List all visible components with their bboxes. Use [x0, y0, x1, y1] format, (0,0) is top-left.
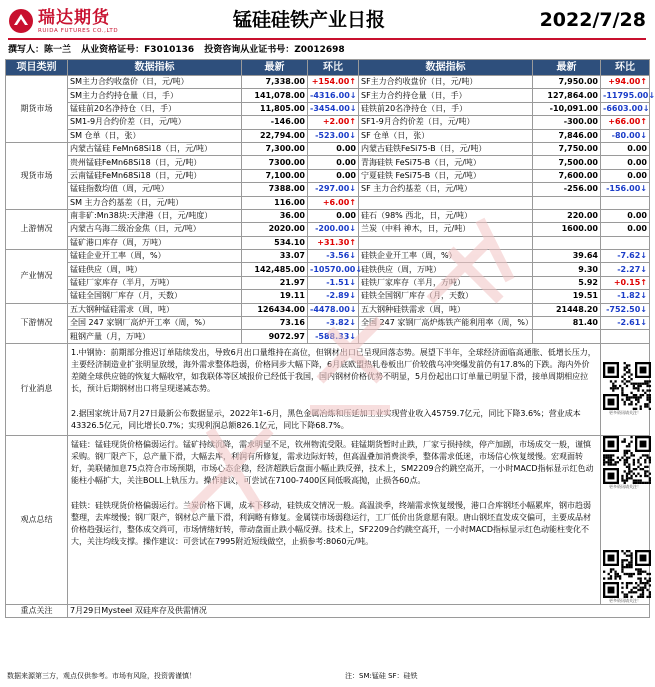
left-indicator-cell: 贵州锰硅FeMn68Si18（日，元/吨） — [68, 156, 242, 169]
right-change-cell: +66.00↑ — [601, 116, 650, 129]
table-row — [6, 142, 650, 155]
right-indicator-cell — [359, 330, 533, 343]
right-indicator-cell: SF主力合约持仓量（日，手） — [359, 89, 533, 102]
header-indicator-right: 数据指标 — [359, 60, 533, 76]
data-table — [5, 59, 655, 618]
right-indicator-cell: 全国 247 家钢厂高炉炼铁产能利用率（周，%） — [359, 317, 533, 330]
left-change-cell: 0.00 — [308, 169, 359, 182]
table-row — [6, 276, 650, 289]
left-latest-cell: 33.07 — [242, 250, 308, 263]
right-latest-cell: 7,600.00 — [533, 169, 601, 182]
right-change-cell: 0.00 — [601, 142, 650, 155]
table-row — [6, 209, 650, 222]
qr-code-icon — [603, 436, 651, 484]
right-indicator-cell: 兰炭（中料 神木，日，元/吨） — [359, 223, 533, 236]
category-cell: 上游情况 — [6, 209, 68, 249]
right-latest-cell: -10,091.00 — [533, 102, 601, 115]
table-row — [6, 303, 650, 316]
right-change-cell: 0.00 — [601, 209, 650, 222]
left-indicator-cell: 锰硅企业开工率（周，%） — [68, 250, 242, 263]
header-latest-right: 最新 — [533, 60, 601, 76]
table-row — [6, 263, 650, 276]
left-latest-cell: 116.00 — [242, 196, 308, 209]
right-latest-cell: 39.64 — [533, 250, 601, 263]
right-change-cell: -2.61↓ — [601, 317, 650, 330]
brand-name-en: RUIDA FUTURES CO.,LTD — [38, 28, 119, 34]
qr-code-icon — [603, 362, 651, 410]
right-latest-cell — [533, 236, 601, 249]
left-latest-cell: 21.97 — [242, 276, 308, 289]
right-change-cell: -156.00↓ — [601, 183, 650, 196]
right-indicator-cell: 五大钢种硅铁需求（周，吨） — [359, 303, 533, 316]
left-latest-cell: 19.11 — [242, 290, 308, 303]
right-indicator-cell: SF 仓单（日，张） — [359, 129, 533, 142]
left-indicator-cell: 五大钢种锰硅需求（周，吨） — [68, 303, 242, 316]
right-latest-cell: 127,864.00 — [533, 89, 601, 102]
left-latest-cell: 141,078.00 — [242, 89, 308, 102]
right-latest-cell — [533, 196, 601, 209]
header-indicator-left: 数据指标 — [68, 60, 242, 76]
left-indicator-cell: SM 仓单（日，张） — [68, 129, 242, 142]
focus-label: 重点关注 — [6, 604, 68, 617]
table-row — [6, 156, 650, 169]
table-row — [6, 89, 650, 102]
header-category: 项目类别 — [6, 60, 68, 76]
header-change-right: 环比 — [601, 60, 650, 76]
left-latest-cell: -146.00 — [242, 116, 308, 129]
right-indicator-cell: 硅铁企业开工率（周，%） — [359, 250, 533, 263]
viewpoint-qr-box — [601, 435, 650, 604]
table-row — [6, 330, 650, 343]
right-latest-cell: 19.51 — [533, 290, 601, 303]
left-indicator-cell: SM主力合约收盘价（日，元/吨） — [68, 76, 242, 89]
right-latest-cell: 5.92 — [533, 276, 601, 289]
qr-caption: 更多资讯请关注！ — [609, 483, 641, 489]
left-change-cell: -4478.00↓ — [308, 303, 359, 316]
qr-code-icon — [603, 550, 651, 598]
right-indicator-cell: SF1-9月合约价差（日，元/吨） — [359, 116, 533, 129]
right-change-cell — [601, 196, 650, 209]
right-latest-cell: 9.30 — [533, 263, 601, 276]
left-change-cell: -3.56↓ — [308, 250, 359, 263]
page-footer — [5, 670, 649, 682]
industry-news-content — [68, 343, 601, 435]
left-indicator-cell: 南非矿:Mn38块:天津港（日，元/吨度） — [68, 209, 242, 222]
right-change-cell: -6603.00↓ — [601, 102, 650, 115]
industry-news-label: 行业消息 — [6, 343, 68, 435]
left-change-cell: -2.89↓ — [308, 290, 359, 303]
left-latest-cell: 36.00 — [242, 209, 308, 222]
table-row — [6, 223, 650, 236]
table-row — [6, 102, 650, 115]
left-indicator-cell: 锰硅前20名净持仓（日，手） — [68, 102, 242, 115]
right-change-cell: 0.00 — [601, 223, 650, 236]
left-latest-cell: 7388.00 — [242, 183, 308, 196]
right-change-cell: -752.50↓ — [601, 303, 650, 316]
ruida-logo-icon — [8, 8, 34, 34]
category-cell: 现货市场 — [6, 142, 68, 209]
header-latest-left: 最新 — [242, 60, 308, 76]
industry-news-para-1: 1.中钢协：前期部分推迟订单陆续发出，导致6月出口量维持在高位，但钢材出口已呈现回落态势。展望下半年，全球经济面临高通胀、低增长压力，主要经济制造业扩张明显放缓，海外需求整体趋弱，价格同步大幅下降，6月底欧盟热轧卷板出厂价较俄乌冲突爆发前仍有17.8%的下跌。海内外价差随全球供应链的恢复大幅收窄，如我联体等区域报价已经低于我国，国内钢材价格优势不明显，5月份起出口订单量已明显下滑，接单周期相应拉长，预计后期钢材出口将呈现递减态势。 — [71, 347, 596, 393]
left-latest-cell: 142,485.00 — [242, 263, 308, 276]
left-indicator-cell: 粗钢产量（月，万吨） — [68, 330, 242, 343]
left-latest-cell: 7300.00 — [242, 156, 308, 169]
table-row — [6, 196, 650, 209]
right-change-cell: -7.62↓ — [601, 250, 650, 263]
right-change-cell — [601, 330, 650, 343]
right-change-cell: 0.00 — [601, 169, 650, 182]
left-indicator-cell: 全国 247 家钢厂高炉开工率（周，%） — [68, 317, 242, 330]
table-row — [6, 183, 650, 196]
left-indicator-cell: 内蒙古锰硅 FeMn68Si18（日，元/吨） — [68, 142, 242, 155]
right-latest-cell: 7,750.00 — [533, 142, 601, 155]
brand-logo — [8, 8, 158, 36]
left-indicator-cell: 云南锰硅FeMn68Si18（日，元/吨） — [68, 169, 242, 182]
left-indicator-cell: 锰硅供应（周，吨） — [68, 263, 242, 276]
left-latest-cell: 11,805.00 — [242, 102, 308, 115]
right-change-cell: -11795.00↓ — [601, 89, 650, 102]
right-indicator-cell: 硅铁前20名净持仓（日，手） — [359, 102, 533, 115]
right-latest-cell: 1600.00 — [533, 223, 601, 236]
left-change-cell: -3.82↓ — [308, 317, 359, 330]
left-change-cell: -523.00↓ — [308, 129, 359, 142]
viewpoint-para-2: 硅铁：硅铁现货价格偏弱运行。兰炭价格下调，成本下移动，硅铁成交情况一般。高温淡季，终端需求恢复缓慢，港口合库钢坯小幅累库，钢市趋弱整理，去库缓慢；钢厂限产，钢材总产量下滑，利润略有修复。金属镁市场弱稳运行，工厂低价出货意愿有限。唐山钢坯直发成交偏可，主要成品材价格趋强运行，整体成交尚可，市场情绪好转，带动盘面止跌小幅反弹。技术上，SF2209合约跳空高开，一小时MACD指标显示红色动能柱变化不大，关注均线支撑。操作建议：可尝试在7995附近短线做空，止损参考:8060元/吨。 — [71, 500, 591, 546]
right-indicator-cell: 硅石（98% 西北，日，元/吨） — [359, 209, 533, 222]
right-indicator-cell: SF主力合约收盘价（日，元/吨） — [359, 76, 533, 89]
category-cell: 下游情况 — [6, 303, 68, 343]
viewpoint-content — [68, 435, 601, 604]
left-indicator-cell: 锰硅厂家库存（半月，万吨） — [68, 276, 242, 289]
author-license: 从业资格证号：F3010136 — [81, 45, 195, 55]
qr-caption: 更多资讯请关注！ — [609, 597, 641, 603]
right-latest-cell: 220.00 — [533, 209, 601, 222]
left-change-cell: +31.30↑ — [308, 236, 359, 249]
viewpoint-para-1: 锰硅：锰硅现货价格偏弱运行。锰矿持续沉降，需求明显不足，钦州物流受限。硅锰期货暂时止跌，厂家亏损持续，停产加剧，市场成交一般，谨慎采购。钢厂限产下，总产量下滑，大幅去库，利润有所修复，需求边际好转，但高温叠加消费淡季，整体需求低迷，市场信心恢复缓慢。宏观面转好，美联储加息75点符合市场预期，市场心态企稳，经济超跌后盘面小幅止跌反弹，技术上，SM2209合约跳空高开，一小时MACD指标显示红色动能柱小幅扩大，关注BOLL上轨压力。操作建议，可尝试在7100-7400区间低吸高抛，止损各60点。 — [71, 439, 594, 485]
table-row — [6, 250, 650, 263]
right-indicator-cell: 硅铁全国钢厂库存（月，天数） — [359, 290, 533, 303]
left-indicator-cell: 锰硅指数均值（周，元/吨） — [68, 183, 242, 196]
header-divider — [8, 38, 646, 40]
right-change-cell: -80.00↓ — [601, 129, 650, 142]
focus-content: 7月29日Mysteel 双硅库存及供需情况 — [68, 604, 650, 617]
left-indicator-cell: 锰矿港口库存（周，万吨） — [68, 236, 242, 249]
industry-news-para-2: 2.据国家统计局7月27日最新公布数据显示，2022年1-6月，黑色金属冶炼和压延加工业实现营业收入45759.7亿元，同比下降3.6%；营业成本43326.5亿元，同比增长0.7%；实现利润总额826.1亿元，同比下降68.7%。 — [71, 408, 581, 430]
right-change-cell: 0.00 — [601, 156, 650, 169]
left-latest-cell: 126434.00 — [242, 303, 308, 316]
viewpoint-row — [6, 435, 650, 604]
left-change-cell: +2.00↑ — [308, 116, 359, 129]
table-row — [6, 317, 650, 330]
left-change-cell: 0.00 — [308, 142, 359, 155]
right-latest-cell: 21448.20 — [533, 303, 601, 316]
left-change-cell: +154.00↑ — [308, 76, 359, 89]
footer-note: 注：SM:锰硅 SF：硅铁 — [345, 672, 418, 680]
right-change-cell: -2.27↓ — [601, 263, 650, 276]
right-latest-cell: 7,950.00 — [533, 76, 601, 89]
right-change-cell: +0.15↑ — [601, 276, 650, 289]
header-change-left: 环比 — [308, 60, 359, 76]
left-change-cell: -4316.00↓ — [308, 89, 359, 102]
right-indicator-cell: 青海硅铁 FeSi75-B（日，元/吨） — [359, 156, 533, 169]
report-date: 2022/7/28 — [539, 9, 646, 31]
author-writer: 撰写人：陈一兰 — [8, 45, 72, 55]
industry-news-row — [6, 343, 650, 435]
left-latest-cell: 7,300.00 — [242, 142, 308, 155]
author-info — [8, 44, 352, 56]
table-row — [6, 169, 650, 182]
left-indicator-cell: SM1-9月合约价差（日，元/吨） — [68, 116, 242, 129]
left-change-cell: -3454.00↓ — [308, 102, 359, 115]
right-indicator-cell: 硅铁供应（周，万吨） — [359, 263, 533, 276]
right-change-cell: -1.82↓ — [601, 290, 650, 303]
industry-qr-box — [601, 343, 650, 435]
left-indicator-cell: 锰硅全国钢厂库存（月，天数） — [68, 290, 242, 303]
table-row — [6, 290, 650, 303]
left-indicator-cell: 内蒙古乌海二级冶金焦（日，元/吨） — [68, 223, 242, 236]
left-latest-cell: 2020.00 — [242, 223, 308, 236]
left-latest-cell: 73.16 — [242, 317, 308, 330]
right-indicator-cell: SF 主力合约基差（日，元/吨） — [359, 183, 533, 196]
right-change-cell — [601, 236, 650, 249]
right-change-cell: +94.00↑ — [601, 76, 650, 89]
footer-disclaimer: 数据来源第三方，观点仅供参考。市场有风险，投资需谨慎！ — [7, 672, 196, 680]
right-latest-cell: 7,846.00 — [533, 129, 601, 142]
left-latest-cell: 7,338.00 — [242, 76, 308, 89]
left-change-cell: -1.51↓ — [308, 276, 359, 289]
left-change-cell: -200.00↓ — [308, 223, 359, 236]
category-cell: 期货市场 — [6, 76, 68, 143]
right-indicator-cell — [359, 236, 533, 249]
table-header-row — [6, 60, 650, 76]
right-latest-cell: -300.00 — [533, 116, 601, 129]
right-latest-cell: -256.00 — [533, 183, 601, 196]
right-indicator-cell — [359, 196, 533, 209]
left-change-cell: 0.00 — [308, 156, 359, 169]
category-cell: 产业情况 — [6, 250, 68, 304]
qr-caption: 更多资讯请关注！ — [609, 410, 641, 416]
brand-name-cn: 瑞达期货 — [38, 8, 110, 28]
focus-row — [6, 604, 650, 617]
left-change-cell: -588.33↓ — [308, 330, 359, 343]
left-change-cell: +6.00↑ — [308, 196, 359, 209]
right-indicator-cell: 内蒙古硅铁FeSi75-B（日，元/吨） — [359, 142, 533, 155]
left-indicator-cell: SM主力合约持仓量（日，手） — [68, 89, 242, 102]
left-change-cell: -10570.00↓ — [308, 263, 359, 276]
left-latest-cell: 22,794.00 — [242, 129, 308, 142]
left-change-cell: -297.00↓ — [308, 183, 359, 196]
table-row — [6, 129, 650, 142]
left-latest-cell: 534.10 — [242, 236, 308, 249]
right-latest-cell — [533, 330, 601, 343]
right-latest-cell: 7,500.00 — [533, 156, 601, 169]
right-indicator-cell: 硅铁厂家库存（半月，万吨） — [359, 276, 533, 289]
right-indicator-cell: 宁夏硅铁 FeSi75-B（日，元/吨） — [359, 169, 533, 182]
table-row — [6, 76, 650, 89]
report-title: 锰硅硅铁产业日报 — [233, 9, 386, 31]
table-row — [6, 116, 650, 129]
left-latest-cell: 9072.97 — [242, 330, 308, 343]
left-indicator-cell: SM 主力合约基差（日，元/吨） — [68, 196, 242, 209]
left-latest-cell: 7,100.00 — [242, 169, 308, 182]
table-row — [6, 236, 650, 249]
left-change-cell: 0.00 — [308, 209, 359, 222]
author-consult-license: 投资咨询从业证书号：Z0012698 — [204, 45, 345, 55]
viewpoint-label: 观点总结 — [6, 435, 68, 604]
right-latest-cell: 81.40 — [533, 317, 601, 330]
report-header — [0, 0, 654, 40]
